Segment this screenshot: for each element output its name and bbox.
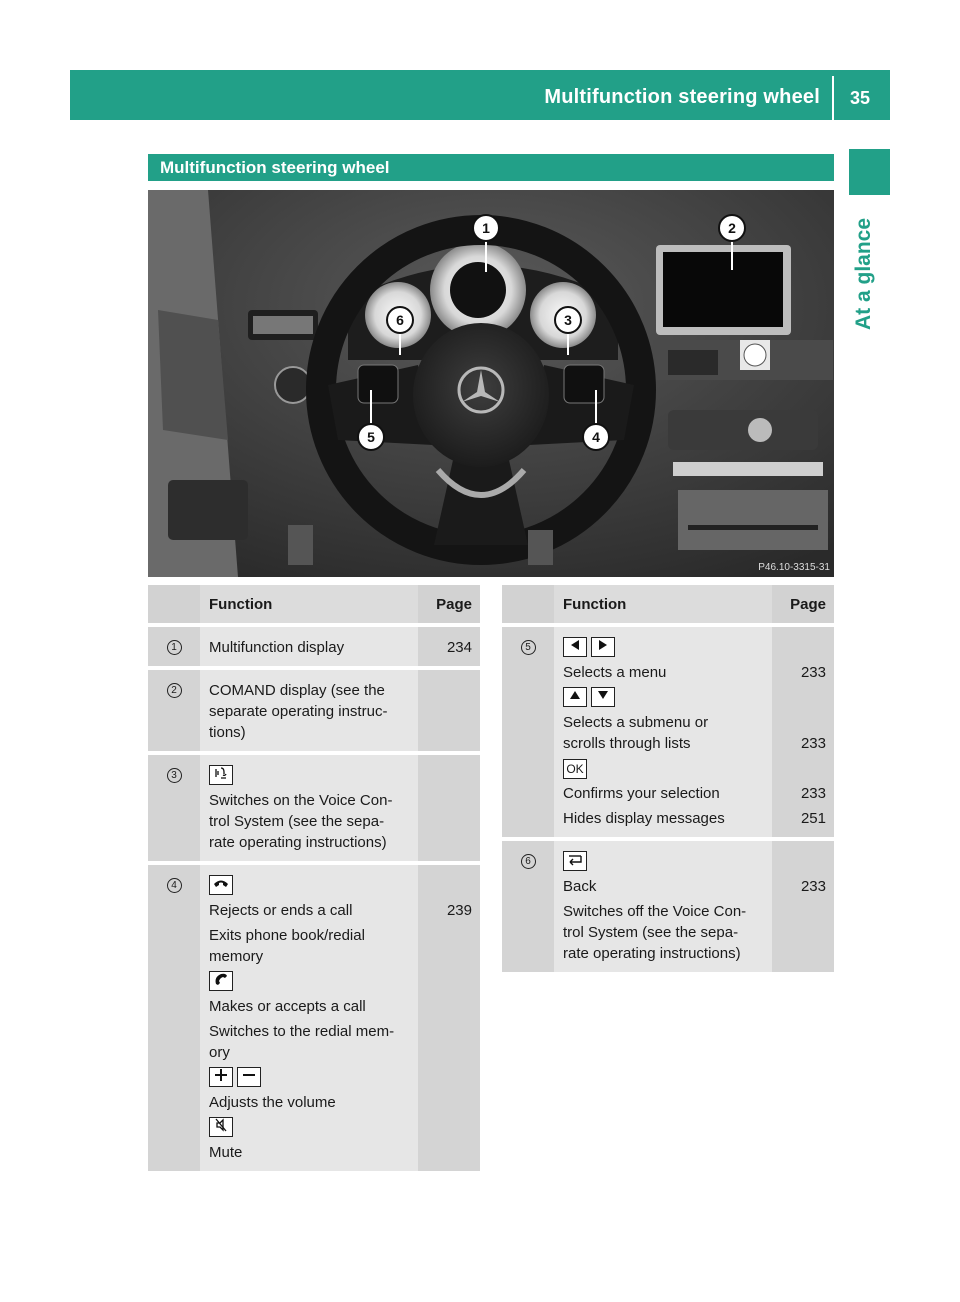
svg-text:3: 3 <box>564 312 572 328</box>
up-arrow-icon <box>563 687 587 707</box>
table-row: 3 Switches on the Voice Con- trol System (see the sepa- rate operating instructions) <box>148 755 480 861</box>
page-ref: 233 <box>800 785 826 802</box>
page-ref: 234 <box>418 627 480 666</box>
svg-text:2: 2 <box>728 220 736 236</box>
page-ref: 233 <box>800 664 826 681</box>
callout-3 <box>555 307 581 333</box>
row-number: 1 <box>167 640 182 655</box>
right-arrow-icon <box>591 637 615 657</box>
mute-icon <box>209 1117 233 1137</box>
page-number: 35 <box>849 88 870 108</box>
page-ref: 233 <box>800 735 826 752</box>
row-number: 2 <box>167 683 182 698</box>
page-ref: 251 <box>800 810 826 827</box>
table-row: 6 Back Switches off the Voice Con- trol System (see the sepa- rate operating instructions) 233 <box>502 841 834 972</box>
header-separator <box>832 76 834 120</box>
table-row: 5 Selects a menu Selects a submenu or scrolls through lists OK Confirms your selection Hides display messages 233 233 233 251 <box>502 627 834 837</box>
svg-text:5: 5 <box>367 429 375 445</box>
steering-wheel-photo <box>148 190 834 577</box>
ok-key: OK <box>563 759 587 779</box>
header-title: Multifunction steering wheel <box>544 86 820 108</box>
row-number: 4 <box>167 878 182 893</box>
callout-4 <box>583 424 609 450</box>
right-header-page: Page <box>772 585 834 623</box>
page-ref: 239 <box>446 902 472 919</box>
callout-2 <box>719 215 745 241</box>
accept-call-icon <box>209 971 233 991</box>
page-header-bar <box>70 70 890 120</box>
right-header-function: Function <box>554 585 772 623</box>
page-ref: 233 <box>800 878 826 895</box>
table-row: 4 Rejects or ends a call Exits phone book/redial memory Makes or accepts a call Switches to the redial mem- ory Adjusts the volume Mute 239 <box>148 865 480 1171</box>
right-function-table <box>502 585 834 972</box>
row-number: 6 <box>521 854 536 869</box>
left-function-table <box>148 585 480 1171</box>
side-tab-label: At a glance <box>852 217 875 330</box>
minus-icon <box>237 1067 261 1087</box>
side-tab-block <box>849 149 890 195</box>
callout-5 <box>358 424 384 450</box>
row-number: 5 <box>521 640 536 655</box>
down-arrow-icon <box>591 687 615 707</box>
section-title: Multifunction steering wheel <box>160 158 390 177</box>
end-call-icon <box>209 875 233 895</box>
left-arrow-icon <box>563 637 587 657</box>
section-heading <box>148 154 834 181</box>
svg-text:6: 6 <box>396 312 404 328</box>
table-row: 2 COMAND display (see the separate operating instruc- tions) <box>148 670 480 751</box>
photo-code: P46.10-3315-31 <box>758 562 830 573</box>
left-header-page: Page <box>418 585 480 623</box>
table-row: 1 Multifunction display 234 <box>148 627 480 666</box>
voice-control-icon <box>209 765 233 785</box>
back-icon <box>563 851 587 871</box>
callout-6 <box>387 307 413 333</box>
row-number: 3 <box>167 768 182 783</box>
plus-icon <box>209 1067 233 1087</box>
callout-1 <box>473 215 499 241</box>
svg-text:1: 1 <box>482 220 490 236</box>
svg-text:4: 4 <box>592 429 600 445</box>
left-header-function: Function <box>200 585 418 623</box>
